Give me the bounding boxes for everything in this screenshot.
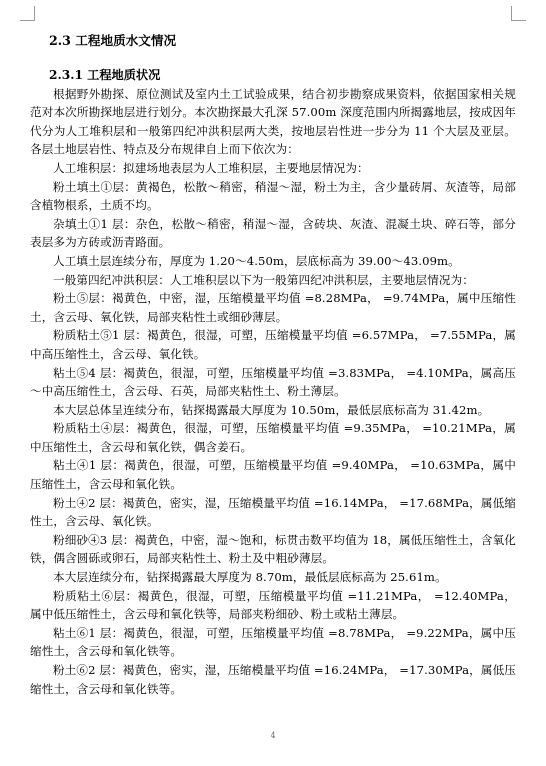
paragraph-fill-summary: 人工填土层连续分布，厚度为 1.20～4.50m，层底标高为 39.00～43.09m。 xyxy=(53,253,460,268)
subsection-heading: 2.3.1 工程地质状况 xyxy=(49,68,161,82)
paragraph-silt-6-2: 粉土⑥2 层：褐黄色，密实，湿，压缩模量平均值 =16.24MPa， =17.30MPa，属低压缩性土，含云母和氧化铁等。 xyxy=(30,663,516,696)
page-body xyxy=(30,32,516,698)
paragraph-misc-fill-1-1: 杂填土①1 层：杂色，松散～稍密，稍湿～湿，含砖块、灰渣、混凝土块、碎石等，部分表层多为方砖或沥青路面。 xyxy=(30,216,516,250)
page-number: 4 xyxy=(270,731,276,740)
paragraph-silt-4-2: 粉土④2 层：褐黄色，密实，湿，压缩模量平均值 =16.14MPa， =17.68MPa，属低缩性土，含云母、氧化铁。 xyxy=(30,495,516,529)
paragraph-fill-layer-heading: 人工堆积层：拟建场地表层为人工堆积层，主要地层情况为： xyxy=(53,160,369,175)
paragraph-clay-4-1: 粘土④1 层：褐黄色，很湿，可塑，压缩模量平均值 =9.40MPa， =10.63MPa，属中压缩性土，含云母和氧化铁。 xyxy=(30,458,516,492)
paragraph-silt-5: 粉土⑤层：褐黄色，中密，湿，压缩模量平均值 =8.28MPa， =9.74MPa，属中压缩性土，含云母、氧化铁，局部夹粘性土或细砂薄层。 xyxy=(30,291,516,324)
section-heading: 2.3 工程地质水文情况 xyxy=(49,33,177,48)
paragraph-layer4-summary: 本大层连续分布，钻探揭露最大厚度为 8.70m，最低层底标高为 25.61m。 xyxy=(53,570,447,585)
crop-mark-top-left xyxy=(20,6,35,21)
paragraph-silty-clay-6: 粉质粘土⑥层：褐黄色，很湿，可塑，压缩模量平均值 =11.21MPa， =12.40MPa，属中低压缩性土，含云母和氧化铁等，局部夹粉细砂、粉土或粘土薄层。 xyxy=(30,588,516,622)
paragraph-intro: 根据野外勘探、原位测试及室内土工试验成果，结合初步勘察成果资料，依据国家相关规范对本次所勘探地层进行划分。本次勘探最大孔深 57.00m 深度范围内所揭露地层，按成因年代分为人工堆积层和一般第四纪冲洪积层两大类，按地层岩性进一步分为 11 个大层及亚层。各层土地层岩性、特点及分布规律自上而下依次为： xyxy=(30,86,516,157)
paragraph-silty-clay-5-1: 粉质粘土⑤1 层：褐黄色，很湿，可塑，压缩模量平均值 =6.57MPa， =7.55MPa，属中高压缩性土，含云母、氧化铁。 xyxy=(30,328,516,361)
paragraph-fine-sand-4-3: 粉细砂④3 层：褐黄色，中密，湿～饱和，标贯击数平均值为 18，属低压缩性土，含氧化铁，偶含圆砾或卵石，局部夹粘性土、粉土及中粗砂薄层。 xyxy=(30,532,516,566)
paragraph-layer5-summary: 本大层总体呈连续分布，钻探揭露最大厚度为 10.50m，最低层底标高为 31.42m。 xyxy=(53,402,490,417)
crop-mark-top-right xyxy=(511,6,526,21)
paragraph-clay-5-4: 粘土⑤4 层：褐黄色，很湿，可塑，压缩模量平均值 =3.83MPa， =4.10MPa，属高压～中高压缩性土，含云母、石英，局部夹粘性土、粉土薄层。 xyxy=(30,365,516,399)
paragraph-silt-fill-1: 粉土填土①层：黄褐色，松散～稍密，稍湿～湿，粉土为主，含少量砖屑、灰渣等，局部含植物根系，土质不均。 xyxy=(30,179,516,213)
paragraph-silty-clay-4: 粉质粘土④层：褐黄色，很湿，可塑，压缩模量平均值 =9.35MPa， =10.21MPa，属中压缩性土，含云母和氧化铁，偶含姜石。 xyxy=(30,421,516,454)
paragraph-alluvial-heading: 一般第四纪冲洪积层：人工堆积层以下为一般第四纪冲洪积层，主要地层情况为： xyxy=(53,272,474,287)
paragraph-clay-6-1: 粘土⑥1 层：褐黄色，很湿，可塑，压缩模量平均值 =8.78MPa， =9.22MPa，属中压缩性土，含云母和氧化铁等。 xyxy=(30,625,516,659)
